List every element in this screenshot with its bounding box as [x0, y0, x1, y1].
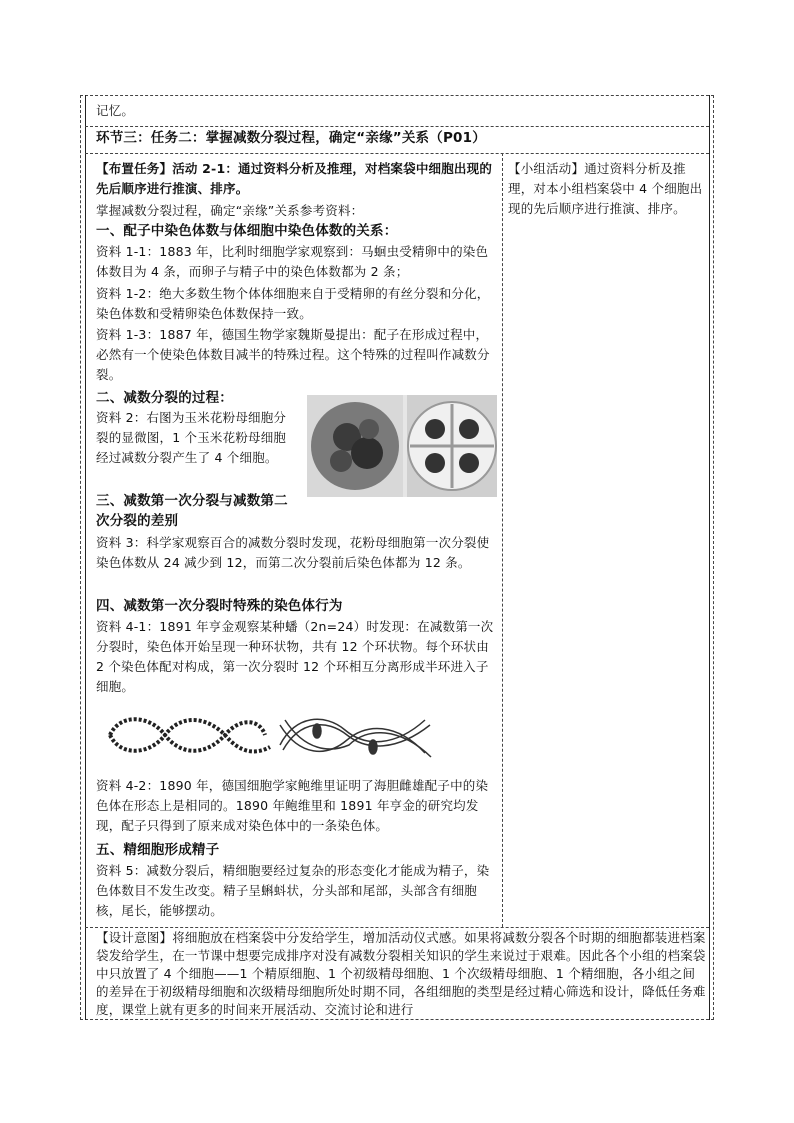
material-4-2: 资料 4-2：1890 年，德国细胞学家鲍维里证明了海胆雌雄配子中的染色体在形态上是相同的。1890 年鲍维里和 1891 年亨金的研究均发现，配子只得到了原来成对染色体中的一条染色体。	[96, 778, 489, 833]
microscope-figure	[307, 395, 497, 497]
table-right-border	[709, 95, 710, 1020]
material-1-2: 资料 1-2：绝大多数生物个体体细胞来自于受精卵的有丝分裂和分化，染色体数和受精卵染色体数保持一致。	[96, 286, 490, 321]
column-divider	[502, 153, 503, 927]
ring-diagram	[280, 719, 431, 757]
material-2: 资料 2：右图为玉米花粉母细胞分裂的显微图，1 个玉米花粉母细胞经过减数分裂产生了 4 个细胞。	[96, 410, 287, 465]
design-intent: 【设计意图】将细胞放在档案袋中分发给学生，增加活动仪式感。如果将减数分裂各个时期的细胞都装进档案袋发给学生，在一节课中想要完成排序对没有减数分裂相关知识的学生来说过于艰难。因此各个小组的档案袋中只放置了 4 个细胞——1 个精原细胞、1 个初级精母细胞、1 个次级精母细胞、1 个精细胞，各小组之间的差异在于初级精母细胞和次级精母细胞所处时期不同，各组细胞的类型是经过精心筛选和设计，降低任务难度，课堂上就有更多的时间来开展活动、交流讨论和进行	[96, 930, 706, 1017]
top-fragment: 记忆。	[96, 103, 135, 118]
material-1-1: 资料 1-1：1883 年，比利时细胞学家观察到：马蛔虫受精卵中的染色体数目为 4 条，而卵子与精子中的染色体数都为 2 条；	[96, 244, 489, 279]
task-title: 【布置任务】活动 2-1：通过资料分析及推理，对档案袋中细胞出现的先后顺序进行推演、排序。	[96, 161, 493, 196]
ring-photo	[110, 719, 270, 751]
group-activity: 【小组活动】通过资料分析及推理，对本小组档案袋中 4 个细胞出现的先后顺序进行推演、排序。	[508, 161, 703, 216]
material-3: 资料 3：科学家观察百合的减数分裂时发现，花粉母细胞第一次分裂使染色体数从 24 减少到 12，而第二次分裂前后染色体都为 12 条。	[96, 535, 490, 570]
chromosome-ring-figure	[105, 705, 445, 769]
material-4-1: 资料 4-1：1891 年亨金观察某种蟠（2n=24）时发现：在减数第一次分裂时，染色体开始呈现一种环状物，共有 12 个环状物。每个环状由 2 个染色体配对构成，第一次分裂时 12 个环相互分离形成半环进入子细胞。	[96, 619, 494, 694]
row-divider-1	[85, 126, 709, 127]
document-page	[80, 95, 714, 1020]
heading-4: 四、减数第一次分裂时特殊的染色体行为	[96, 598, 343, 614]
material-1-3: 资料 1-3：1887 年，德国生物学家魏斯曼提出：配子在形成过程中，必然有一个使染色体数目减半的特殊过程。这个特殊的过程叫作减数分裂。	[96, 327, 490, 382]
task-subtitle: 掌握减数分裂过程，确定“亲缘”关系参考资料：	[96, 203, 364, 218]
heading-3: 三、减数第一次分裂与减数第二次分裂的差别	[96, 493, 288, 529]
heading-5: 五、精细胞形成精子	[96, 842, 220, 858]
section3-title: 环节三：任务二：掌握减数分裂过程，确定“亲缘”关系（P01）	[96, 130, 486, 146]
material-5: 资料 5：减数分裂后，精细胞要经过复杂的形态变化才能成为精子，染色体数目不发生改变。精子呈蝌蚪状，分头部和尾部，头部含有细胞核，尾长，能够摆动。	[96, 863, 490, 918]
row-divider-3	[85, 927, 709, 928]
heading-1: 一、配子中染色体数与体细胞中染色体数的关系：	[96, 223, 398, 239]
row-divider-2	[85, 153, 709, 154]
heading-2: 二、减数分裂的过程：	[96, 390, 233, 406]
table-left-border	[85, 95, 86, 1020]
